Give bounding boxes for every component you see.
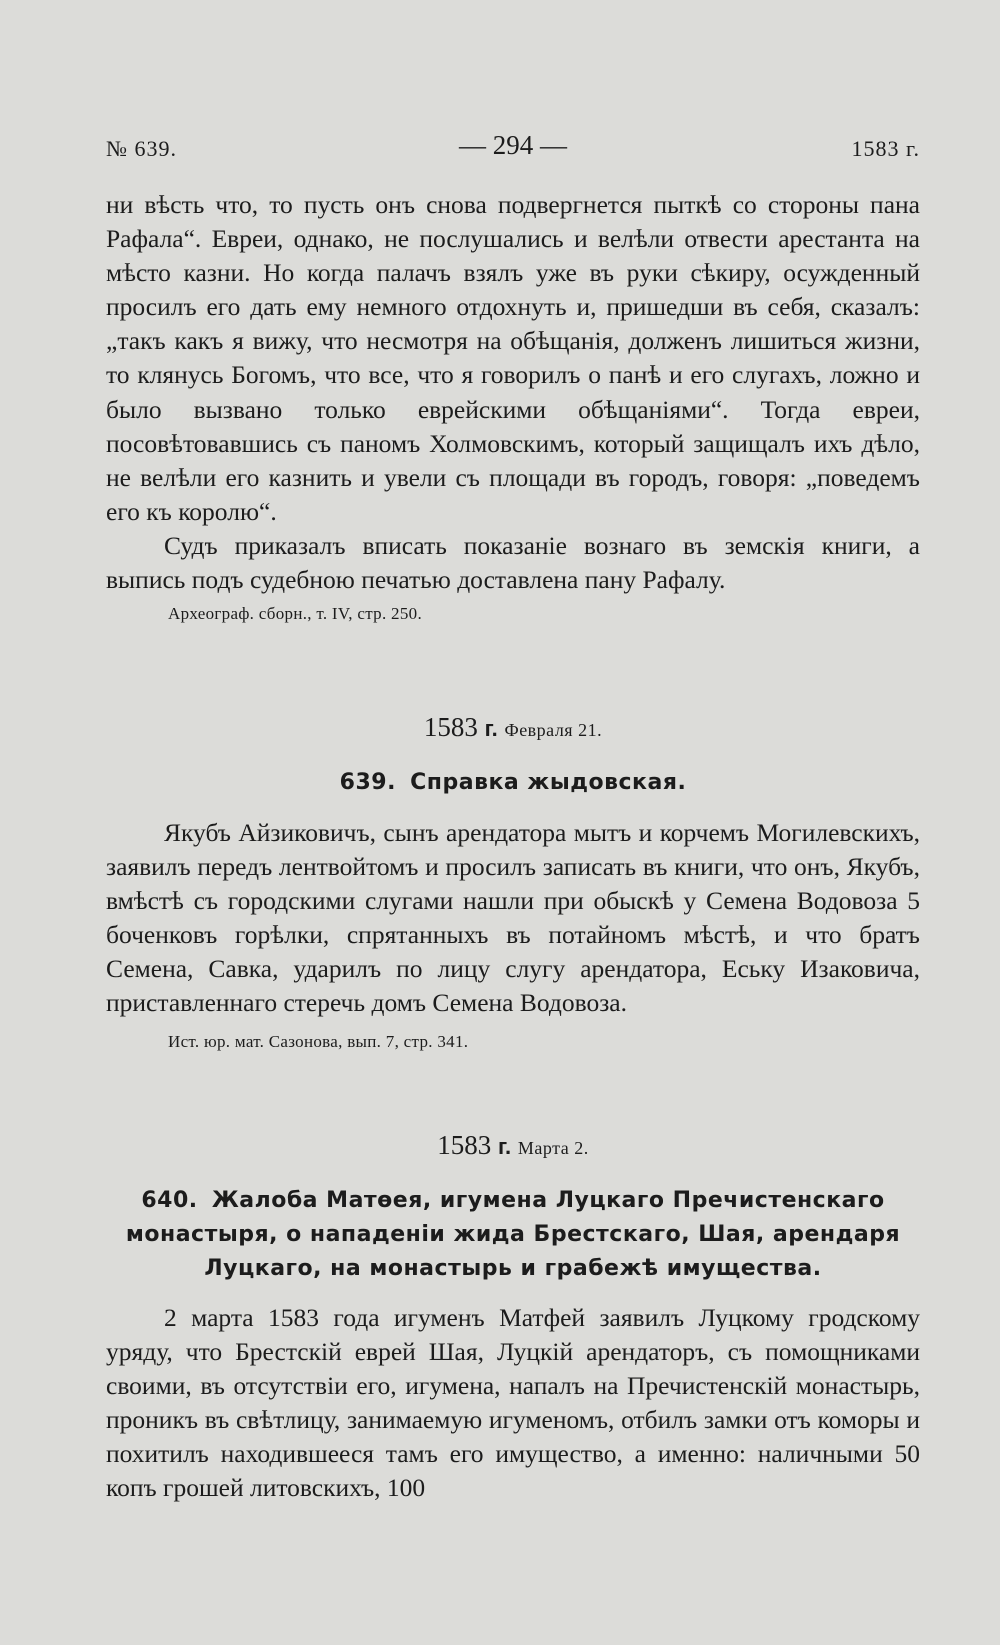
continuation-paragraph: ни вѣсть что, то пусть онъ снова подвергнется пыткѣ со стороны пана Рафала“. Евреи, однако, не послушались и велѣли отвести арестанта на мѣсто казни. Но когда палачъ взялъ уже въ руки сѣкиру, осужденный просилъ его дать ему немного отдохнуть и, пришедши въ себя, сказалъ: „такъ какъ я вижу, что несмотря на обѣщанія, долженъ лишиться жизни, то клянусь Богомъ, что все, что я говорилъ о панѣ и его слугахъ, ложно и было вызвано только еврейскими обѣщаніями“. Тогда евреи, посовѣтовавшись съ паномъ Холмовскимъ, который защищалъ ихъ дѣло, не велѣли его казнить и увели съ площади въ городъ, говоря: „поведемъ его къ королю“.	[106, 190, 920, 526]
doc-639-heading	[106, 766, 920, 800]
doc-640-year: 1583	[437, 1130, 492, 1160]
doc-639-body	[106, 816, 920, 1053]
doc-639-number: 639.	[339, 770, 396, 795]
doc-639-year: 1583	[423, 712, 478, 742]
running-head	[106, 130, 920, 166]
document-number: № 639.	[106, 136, 177, 161]
continuation-section	[106, 188, 920, 625]
doc-639-date	[106, 712, 920, 743]
doc-640-number: 640.	[141, 1188, 198, 1213]
court-decision-paragraph: Судъ приказалъ вписать показаніе вознаго въ земскія книги, а выпись подъ судебною печатью доставлена пану Рафалу.	[106, 530, 920, 595]
doc-640-body	[106, 1301, 920, 1506]
doc-640-year-suffix: г.	[498, 1134, 512, 1159]
doc-639-title: Справка жыдовская.	[410, 770, 687, 795]
doc-639-month-day: Февраля 21.	[504, 720, 603, 740]
doc-640-title: Жалоба Матѳея, игумена Луцкаго Пречистенскаго монастыря, о нападеніи жида Брестскаго, Шая, арендаря Луцкаго, на монастырь и грабежѣ имущества.	[125, 1188, 901, 1281]
doc-639-year-suffix: г.	[484, 716, 498, 741]
doc-640-paragraph: 2 марта 1583 года игуменъ Матфей заявилъ Луцкому гродскому уряду, что Брестскій еврей Шая, Луцкій арендаторъ, съ помощниками своими, въ отсутствіи его, игумена, напалъ на Пречистенскій монастырь, проникъ въ свѣтлицу, занимаемую игуменомъ, отбилъ замки отъ коморы и похитилъ находившееся тамъ его имущество, а именно: наличными 50 копъ грошей литовскихъ, 100	[106, 1303, 920, 1503]
running-year: 1583 г.	[851, 136, 920, 161]
doc-639-paragraph: Якубъ Айзиковичъ, сынъ арендатора мытъ и корчемъ Могилевскихъ, заявилъ передъ лентвойтомъ и просилъ записать въ книги, что онъ, Якубъ, вмѣстѣ съ городскими слугами нашли при обыскѣ у Семена Водовоза 5 боченковъ горѣлки, спрятанныхъ въ потайномъ мѣстѣ, и что братъ Семена, Савка, ударилъ по лицу слугу арендатора, Еську Изаковича, приставленнаго стеречь домъ Семена Водовоза.	[106, 818, 920, 1018]
source-citation: Археограф. сборн., т. IV, стр. 250.	[168, 604, 423, 624]
doc-640-month-day: Марта 2.	[517, 1138, 589, 1158]
doc-640-date	[106, 1130, 920, 1161]
page-number: — 294 —	[459, 130, 567, 160]
doc-639-source: Ист. юр. мат. Сазонова, вып. 7, стр. 341.	[168, 1031, 469, 1051]
doc-640-heading	[106, 1184, 920, 1286]
